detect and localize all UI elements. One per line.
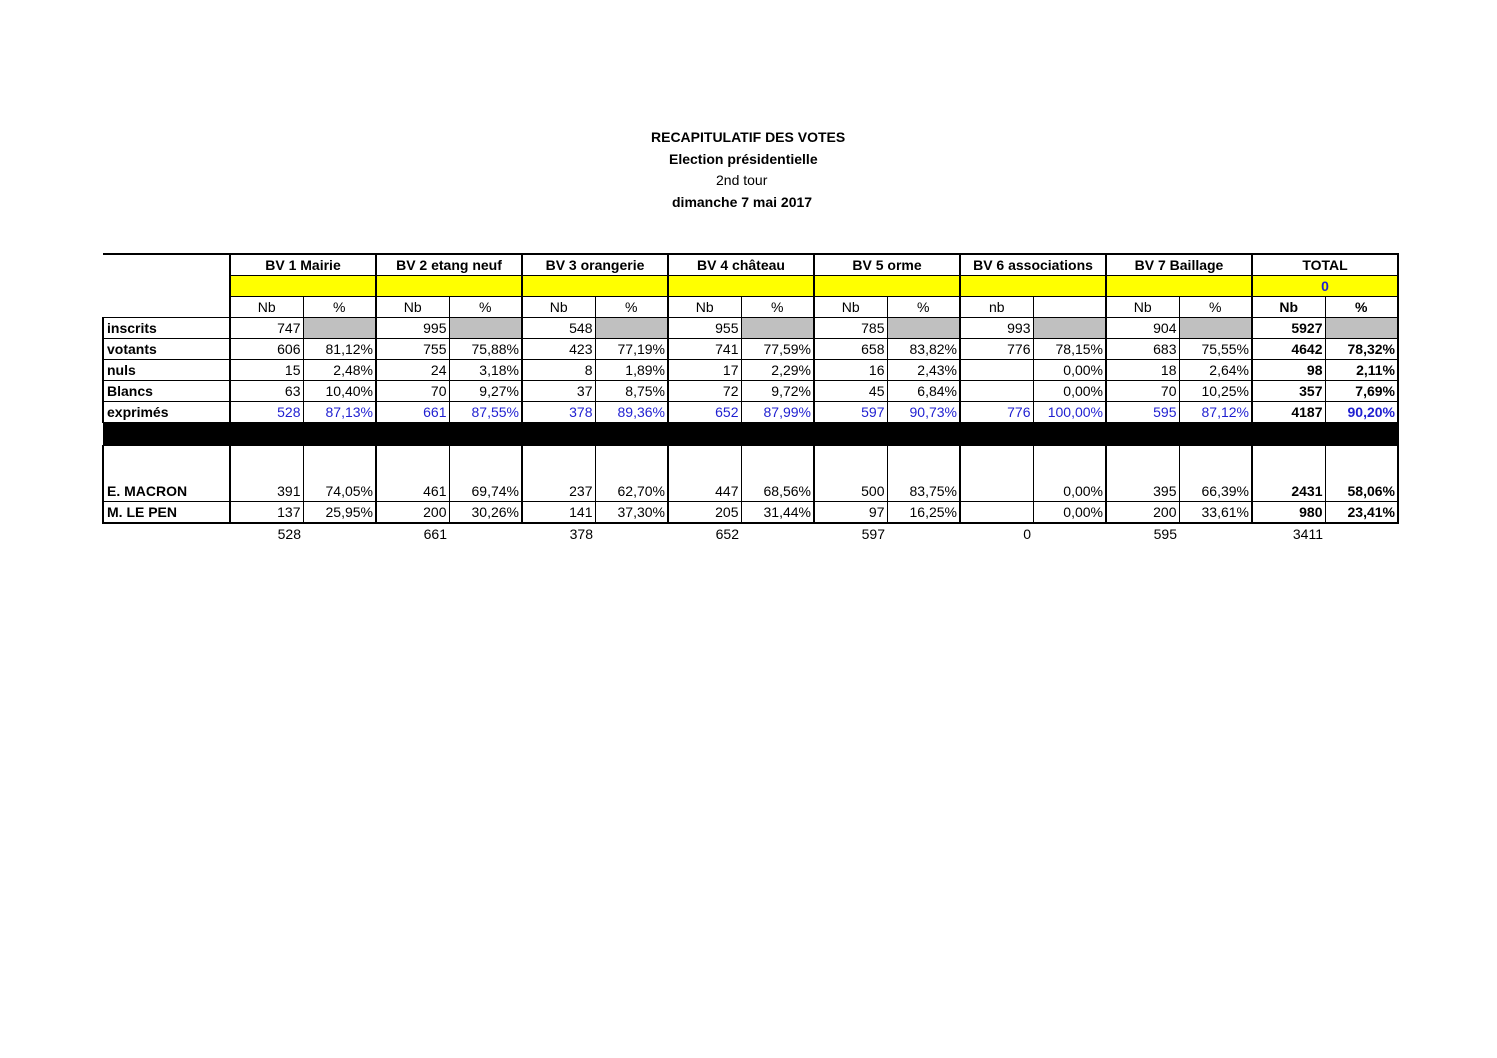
cell-nb: 785 [814, 318, 887, 339]
cell-pct: 78,15% [1033, 339, 1106, 360]
header-bv2: BV 2 etang neuf [376, 254, 522, 276]
header-bv1: BV 1 Mairie [230, 254, 376, 276]
cell-nb: 18 [1106, 360, 1179, 381]
cell-nb: 205 [668, 502, 741, 524]
cell-pct: 25,95% [303, 502, 376, 524]
cell-pct [595, 318, 668, 339]
cell-nb: 955 [668, 318, 741, 339]
row-label: M. LE PEN [103, 502, 230, 524]
cell-pct: 81,12% [303, 339, 376, 360]
row-nuls [103, 360, 1398, 381]
subheader-pct [1033, 297, 1106, 318]
cell-total-pct: 2,11% [1325, 360, 1398, 381]
subheader-pct: % [887, 297, 960, 318]
sum-cell: 597 [861, 526, 885, 542]
subheader-nb: Nb [376, 297, 449, 318]
cell-pct: 66,39% [1179, 446, 1252, 502]
cell-pct: 2,48% [303, 360, 376, 381]
cell-pct: 33,61% [1179, 502, 1252, 524]
cell-total-nb: 4642 [1252, 339, 1325, 360]
yellow-cell [230, 276, 376, 297]
cell-total-nb: 2431 [1252, 446, 1325, 502]
cell-pct: 83,82% [887, 339, 960, 360]
cell-nb: 15 [230, 360, 303, 381]
corner-cell [103, 254, 230, 276]
cell-total-pct: 78,32% [1325, 339, 1398, 360]
cell-pct: 10,40% [303, 381, 376, 402]
row-exprimes [103, 402, 1398, 423]
yellow-row [103, 276, 1398, 297]
cell-pct [741, 318, 814, 339]
cell-nb: 70 [376, 381, 449, 402]
cell-pct: 8,75% [595, 381, 668, 402]
cell-nb: 17 [668, 360, 741, 381]
separator-row [103, 423, 1398, 446]
cell-nb: 652 [668, 402, 741, 423]
row-label: E. MACRON [103, 446, 230, 502]
cell-nb [960, 381, 1033, 402]
cell-nb: 661 [376, 402, 449, 423]
yellow-cell [522, 276, 668, 297]
yellow-cell [1106, 276, 1252, 297]
row-lepen [103, 502, 1398, 524]
cell-pct: 0,00% [1033, 502, 1106, 524]
row-macron [103, 446, 1398, 502]
cell-nb: 423 [522, 339, 595, 360]
cell-pct: 3,18% [449, 360, 522, 381]
header-bv4: BV 4 château [668, 254, 814, 276]
header-total: TOTAL [1252, 254, 1398, 276]
cell-nb: 776 [960, 402, 1033, 423]
cell-nb: 45 [814, 381, 887, 402]
cell-nb [960, 502, 1033, 524]
cell-nb: 200 [1106, 502, 1179, 524]
cell-pct: 2,29% [741, 360, 814, 381]
cell-pct: 87,12% [1179, 402, 1252, 423]
cell-total-pct [1325, 318, 1398, 339]
election-round: 2nd tour [716, 172, 768, 188]
subheader-row [103, 297, 1398, 318]
cell-pct: 87,99% [741, 402, 814, 423]
sum-cell: 0 [1023, 526, 1031, 542]
cell-total-nb: 5927 [1252, 318, 1325, 339]
row-label: exprimés [103, 402, 230, 423]
cell-nb: 995 [376, 318, 449, 339]
header-bv6: BV 6 associations [960, 254, 1106, 276]
cell-nb: 24 [376, 360, 449, 381]
subheader-pct: % [449, 297, 522, 318]
cell-pct: 31,44% [741, 502, 814, 524]
cell-pct: 90,73% [887, 402, 960, 423]
cell-nb: 500 [814, 446, 887, 502]
cell-nb: 97 [814, 502, 887, 524]
cell-nb: 378 [522, 402, 595, 423]
sum-cell: 652 [715, 526, 739, 542]
cell-pct: 77,59% [741, 339, 814, 360]
report-title-block [0, 127, 1497, 213]
cell-total-pct: 58,06% [1325, 446, 1398, 502]
cell-nb: 595 [1106, 402, 1179, 423]
cell-nb: 63 [230, 381, 303, 402]
sum-cell: 528 [277, 526, 301, 542]
cell-total-nb: 4187 [1252, 402, 1325, 423]
cell-total-nb: 980 [1252, 502, 1325, 524]
cell-nb: 683 [1106, 339, 1179, 360]
yellow-cell [960, 276, 1106, 297]
cell-total-pct: 90,20% [1325, 402, 1398, 423]
cell-pct: 83,75% [887, 446, 960, 502]
cell-nb: 391 [230, 446, 303, 502]
cell-pct: 30,26% [449, 502, 522, 524]
header-row [103, 254, 1398, 276]
cell-pct [449, 318, 522, 339]
subheader-pct: % [303, 297, 376, 318]
header-bv5: BV 5 orme [814, 254, 960, 276]
cell-nb: 776 [960, 339, 1033, 360]
cell-pct: 2,43% [887, 360, 960, 381]
cell-nb: 904 [1106, 318, 1179, 339]
cell-nb [960, 360, 1033, 381]
cell-nb: 237 [522, 446, 595, 502]
row-blancs [103, 381, 1398, 402]
row-inscrits [103, 318, 1398, 339]
subheader-pct: % [1179, 297, 1252, 318]
cell-total-nb: 357 [1252, 381, 1325, 402]
subheader-nb: Nb [1252, 297, 1325, 318]
cell-nb: 137 [230, 502, 303, 524]
cell-nb: 528 [230, 402, 303, 423]
cell-nb: 16 [814, 360, 887, 381]
cell-pct [887, 318, 960, 339]
cell-nb: 658 [814, 339, 887, 360]
cell-pct: 75,55% [1179, 339, 1252, 360]
cell-nb: 200 [376, 502, 449, 524]
cell-pct: 62,70% [595, 446, 668, 502]
subheader-nb: Nb [522, 297, 595, 318]
cell-pct: 77,19% [595, 339, 668, 360]
cell-pct: 16,25% [887, 502, 960, 524]
yellow-cell [814, 276, 960, 297]
cell-nb: 8 [522, 360, 595, 381]
cell-nb: 606 [230, 339, 303, 360]
cell-nb: 461 [376, 446, 449, 502]
cell-nb: 72 [668, 381, 741, 402]
cell-nb: 447 [668, 446, 741, 502]
cell-pct: 0,00% [1033, 381, 1106, 402]
sum-cell: 3411 [1292, 526, 1323, 542]
cell-pct: 9,72% [741, 381, 814, 402]
cell-nb: 597 [814, 402, 887, 423]
election-date: dimanche 7 mai 2017 [672, 193, 813, 210]
cell-pct [1179, 318, 1252, 339]
header-bv3: BV 3 orangerie [522, 254, 668, 276]
cell-pct: 87,55% [449, 402, 522, 423]
cell-pct: 0,00% [1033, 360, 1106, 381]
subheader-pct: % [1325, 297, 1398, 318]
cell-total-pct: 7,69% [1325, 381, 1398, 402]
row-label: Blancs [103, 381, 230, 402]
cell-pct: 9,27% [449, 381, 522, 402]
cell-nb: 548 [522, 318, 595, 339]
cell-pct: 74,05% [303, 446, 376, 502]
yellow-cell [376, 276, 522, 297]
cell-pct: 0,00% [1033, 446, 1106, 502]
cell-nb: 395 [1106, 446, 1179, 502]
black-separator [103, 423, 1398, 446]
subheader-pct: % [595, 297, 668, 318]
row-label: inscrits [103, 318, 230, 339]
cell-pct: 68,56% [741, 446, 814, 502]
cell-pct: 89,36% [595, 402, 668, 423]
cell-nb [960, 446, 1033, 502]
cell-pct: 10,25% [1179, 381, 1252, 402]
cell-total-pct: 23,41% [1325, 502, 1398, 524]
subheader-pct: % [741, 297, 814, 318]
cell-total-nb: 98 [1252, 360, 1325, 381]
cell-pct: 69,74% [449, 446, 522, 502]
sum-cell: 378 [569, 526, 593, 542]
row-label: nuls [103, 360, 230, 381]
cell-pct: 37,30% [595, 502, 668, 524]
cell-pct: 87,13% [303, 402, 376, 423]
cell-nb: 747 [230, 318, 303, 339]
cell-pct: 6,84% [887, 381, 960, 402]
cell-nb: 755 [376, 339, 449, 360]
cell-pct [303, 318, 376, 339]
cell-nb: 741 [668, 339, 741, 360]
row-votants [103, 339, 1398, 360]
subheader-nb: Nb [668, 297, 741, 318]
sum-cell: 661 [423, 526, 447, 542]
subheader-nb: nb [960, 297, 1033, 318]
yellow-cell [668, 276, 814, 297]
row-label: votants [103, 339, 230, 360]
cell-pct: 1,89% [595, 360, 668, 381]
cell-pct [1033, 318, 1106, 339]
header-bv7: BV 7 Baillage [1106, 254, 1252, 276]
row-sums [103, 523, 1398, 544]
sum-cell: 595 [1153, 526, 1177, 542]
report-title: RECAPITULATIF DES VOTES [651, 129, 846, 145]
subheader-nb: Nb [1106, 297, 1179, 318]
cell-nb: 37 [522, 381, 595, 402]
votes-table [102, 253, 1399, 544]
cell-nb: 141 [522, 502, 595, 524]
cell-pct: 75,88% [449, 339, 522, 360]
cell-pct: 2,64% [1179, 360, 1252, 381]
election-name: Election présidentielle [669, 150, 818, 167]
cell-pct: 100,00% [1033, 402, 1106, 423]
cell-nb: 70 [1106, 381, 1179, 402]
subheader-nb: Nb [230, 297, 303, 318]
cell-nb: 993 [960, 318, 1033, 339]
total-yellow-value: 0 [1252, 276, 1398, 297]
subheader-nb: Nb [814, 297, 887, 318]
